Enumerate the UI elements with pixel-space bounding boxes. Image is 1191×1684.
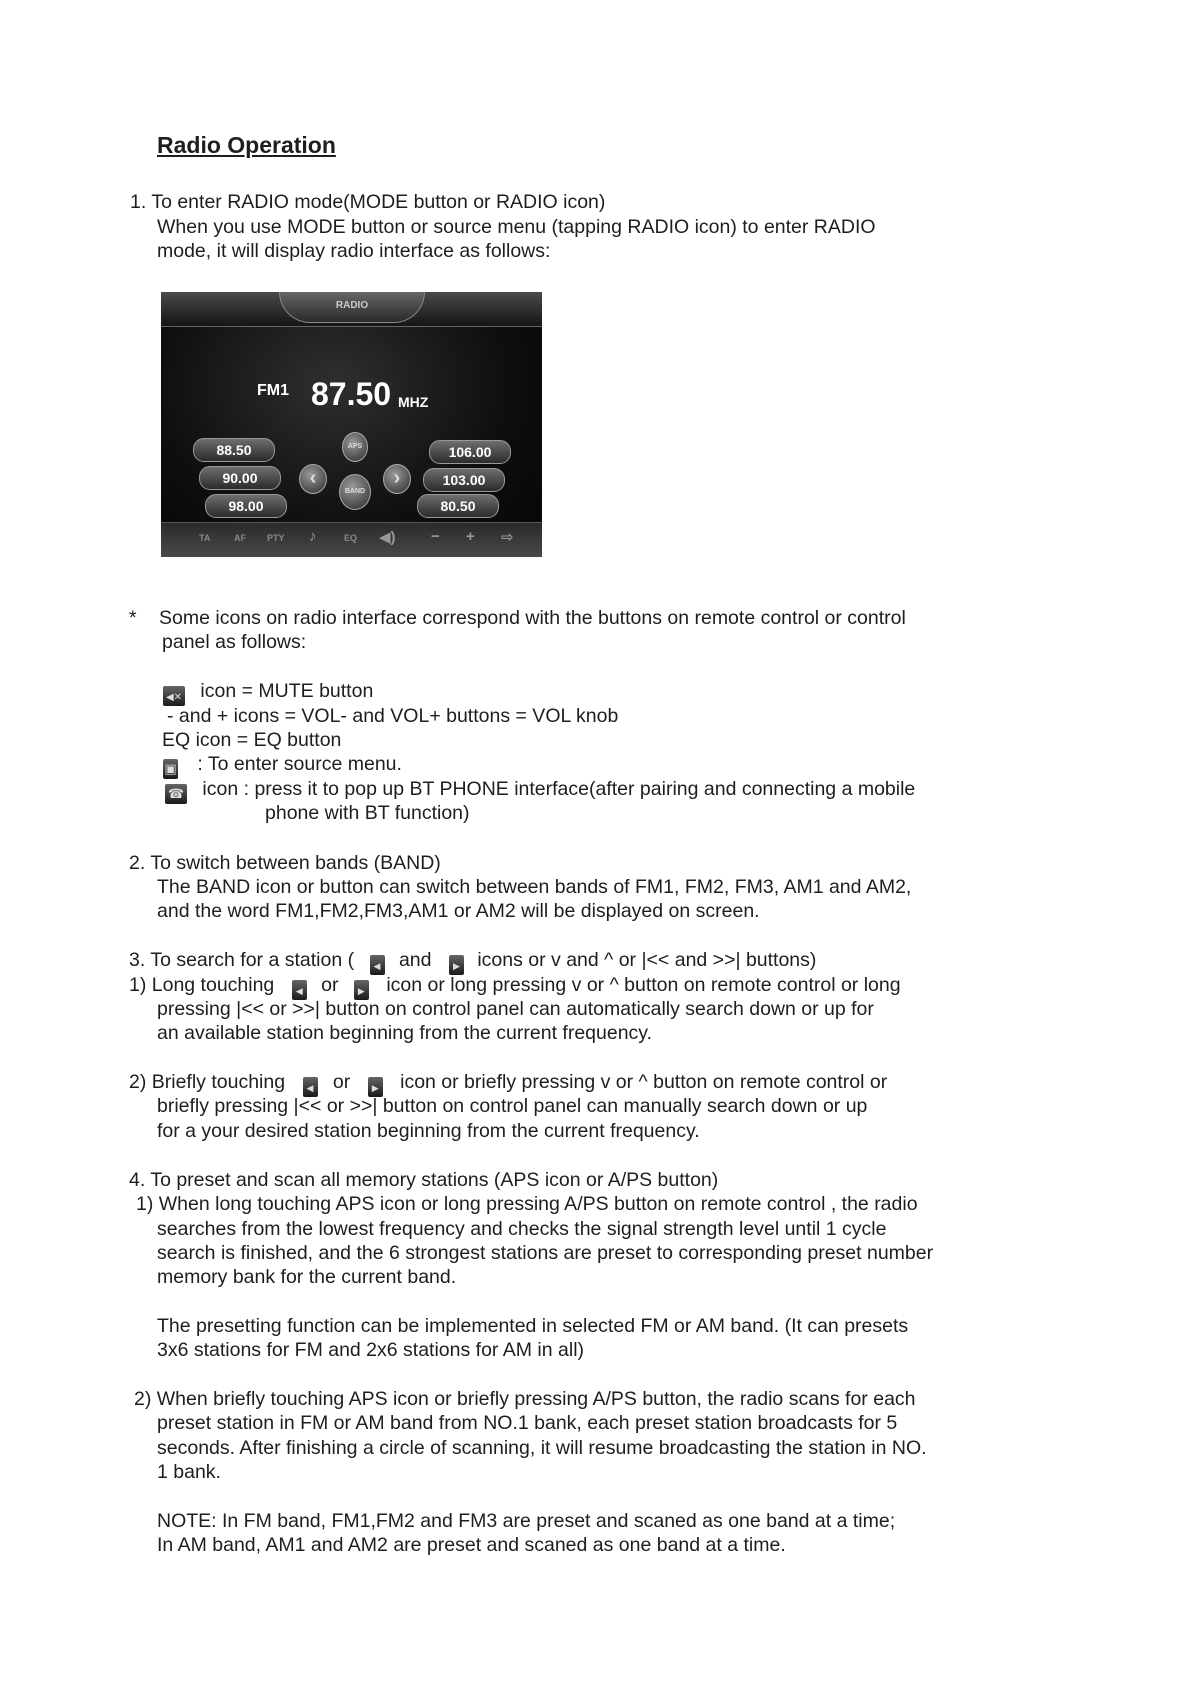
band-label: FM1 (257, 382, 289, 399)
preset-button-4: 106.00 (429, 440, 511, 464)
note-text: panel as follows: (162, 631, 307, 653)
section-3-text: briefly pressing |<< or >>| button on control panel can manually search down or up (157, 1095, 868, 1117)
eq-note: EQ icon = EQ button (162, 729, 342, 751)
section-3-text: pressing |<< or >>| button on control panel can automatically search down or up for (157, 998, 874, 1020)
bt-phone-note: phone with BT function) (265, 802, 470, 824)
section-4-note: NOTE: In FM band, FM1,FM2 and FM3 are preset and scaned as one band at a time; (157, 1510, 896, 1532)
frequency-unit: MHZ (398, 394, 429, 410)
section-3-text: for a your desired station beginning from the current frequency. (157, 1120, 700, 1142)
section-2-text: and the word FM1,FM2,FM3,AM1 or AM2 will be displayed on screen. (157, 900, 760, 922)
section-3-item-1: 1) Long touching ◀ or ▶ icon or long pressing v or ^ button on remote control or long (129, 973, 901, 1000)
volume-up-icon: + (466, 528, 475, 545)
radio-tab-label: RADIO (279, 292, 425, 323)
af-button: AF (234, 533, 246, 543)
band-button: BAND (339, 474, 371, 510)
source-icon (163, 759, 178, 779)
section-4-text: searches from the lowest frequency and checks the signal strength level until 1 cycle (157, 1218, 887, 1240)
seek-down-icon: ‹ (299, 464, 327, 494)
source-note: ▣ : To enter source menu. (163, 752, 402, 779)
aps-button: APS (342, 432, 368, 462)
section-4-heading: 4. To preset and scan all memory stations (APS icon or A/PS button) (129, 1169, 719, 1191)
preset-button-6: 80.50 (417, 494, 499, 518)
section-4-item-1: 1) When long touching APS icon or long pressing A/PS button on remote control , the radio (136, 1193, 918, 1215)
pty-button: PTY (267, 533, 285, 543)
phone-icon: ♪ (309, 528, 317, 545)
note-text: Some icons on radio interface correspond with the buttons on remote control or control (159, 607, 906, 629)
ta-button: TA (199, 533, 211, 543)
phone-icon (165, 784, 187, 804)
section-2-text: The BAND icon or button can switch between bands of FM1, FM2, FM3, AM1 and AM2, (157, 876, 912, 898)
section-2-heading: 2. To switch between bands (BAND) (129, 852, 441, 874)
preset-button-3: 98.00 (205, 494, 287, 518)
section-4-text: 3x6 stations for FM and 2x6 stations for AM in all) (157, 1339, 585, 1361)
seek-down-icon (370, 955, 385, 975)
eq-button: EQ (344, 533, 358, 543)
section-1-text: mode, it will display radio interface as follows: (157, 240, 551, 262)
note-bullet: * (129, 607, 137, 629)
section-4-text: seconds. After finishing a circle of scanning, it will resume broadcasting the station in NO. (157, 1437, 927, 1459)
mute-note: ◀✕ icon = MUTE button (163, 679, 373, 706)
page-title: Radio Operation (157, 132, 336, 158)
preset-button-2: 90.00 (199, 466, 281, 490)
section-3-text: an available station beginning from the current frequency. (157, 1022, 653, 1044)
section-3-item-2: 2) Briefly touching ◀ or ▶ icon or briefly pressing v or ^ button on remote control or (129, 1070, 887, 1097)
section-1-text: When you use MODE button or source menu (tapping RADIO icon) to enter RADIO (157, 216, 876, 238)
frequency-display: 87.50 (311, 376, 392, 412)
section-4-text: search is finished, and the 6 strongest stations are preset to corresponding preset number (157, 1242, 934, 1264)
mute-icon (163, 686, 185, 706)
radio-interface-screenshot (161, 292, 542, 557)
section-4-text: memory bank for the current band. (157, 1266, 457, 1288)
seek-up-icon: › (383, 464, 411, 494)
preset-button-1: 88.50 (193, 438, 275, 462)
section-4-note: In AM band, AM1 and AM2 are preset and scaned as one band at a time. (157, 1534, 786, 1556)
bt-phone-note: ☎ icon : press it to pop up BT PHONE interface(after pairing and connecting a mobile (165, 777, 915, 804)
section-4-text: The presetting function can be implemented in selected FM or AM band. (It can presets (157, 1315, 909, 1337)
section-1-heading: 1. To enter RADIO mode(MODE button or RADIO icon) (130, 191, 606, 213)
section-4-text: preset station in FM or AM band from NO.1 bank, each preset station broadcasts for 5 (157, 1412, 898, 1434)
section-4-text: 1 bank. (157, 1461, 221, 1483)
mute-icon: ◀) (379, 529, 396, 546)
volume-note: - and + icons = VOL- and VOL+ buttons = VOL knob (167, 705, 619, 727)
section-3-heading: 3. To search for a station ( ◀ and ▶ icons or v and ^ or |<< and >>| buttons) (129, 948, 816, 975)
preset-button-5: 103.00 (423, 468, 505, 492)
source-icon: ⇨ (501, 529, 514, 546)
seek-up-icon (449, 955, 464, 975)
section-4-item-2: 2) When briefly touching APS icon or briefly pressing A/PS button, the radio scans for each (134, 1388, 916, 1410)
volume-down-icon: − (431, 528, 440, 545)
